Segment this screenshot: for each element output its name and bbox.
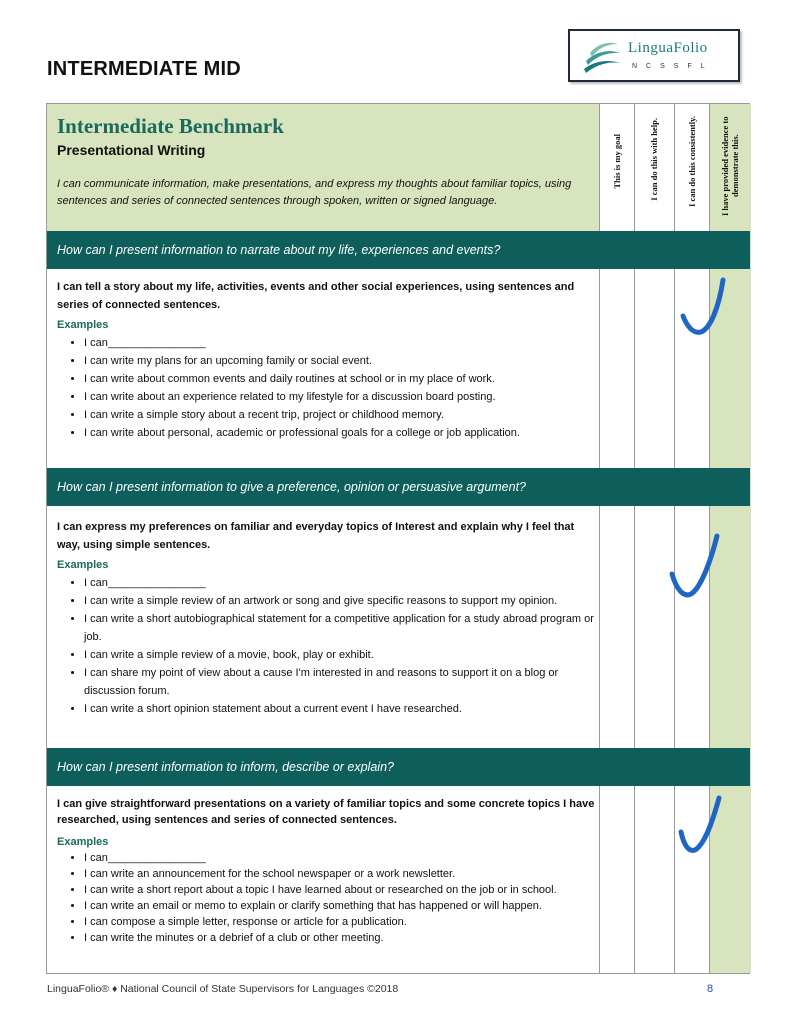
section-body xyxy=(57,518,595,718)
examples-label: Examples xyxy=(57,836,109,848)
examples-label: Examples xyxy=(57,319,109,331)
list-item: • I can write about personal, academic or professional goals for a college or job application. xyxy=(84,424,595,442)
column-label-goal: This is my goal xyxy=(612,134,622,189)
can-do-statement: I can tell a story about my life, activities, events and other social experiences, using sentences and series of connected sentences. xyxy=(57,281,575,311)
list-item: • I can write a simple review of a movie, book, play or exhibit. xyxy=(84,646,595,664)
examples-list xyxy=(57,850,595,946)
list-item: • I can write a short opinion statement about a current event I have researched. xyxy=(84,700,595,718)
list-item: • I can write about an experience related to my lifestyle for a discussion board posting. xyxy=(84,388,595,406)
checkmark-icon xyxy=(667,532,723,604)
section-question: How can I present information to narrate about my life, experiences and events? xyxy=(47,231,750,269)
benchmark-table xyxy=(46,103,750,974)
linguafolio-logo xyxy=(568,29,740,82)
section-body xyxy=(57,278,595,442)
can-do-statement: I can give straightforward presentations on a variety of familiar topics and some concrete topics I have researched, using sentences and series of connected sentences. xyxy=(57,798,595,826)
logo-name: LinguaFolio xyxy=(628,40,708,56)
list-item: • I can write a short report about a topic I have learned about or researched on the job or in school. xyxy=(84,882,595,898)
list-item: • I can write about common events and daily routines at school or in my place of work. xyxy=(84,370,595,388)
list-item: • I can write my plans for an upcoming family or social event. xyxy=(84,352,595,370)
linguafolio-leaf-icon xyxy=(582,39,622,77)
list-item: • I can compose a simple letter, response or article for a publication. xyxy=(84,914,595,930)
logo-subtitle: NCSSFL xyxy=(632,63,714,70)
list-item: • I can write an email or memo to explain or clarify something that has happened or will happen. xyxy=(84,898,595,914)
list-item: • I can write a simple review of an artwork or song and give specific reasons to support my opinion. xyxy=(84,592,595,610)
list-item: • I can write the minutes or a debrief of a club or other meeting. xyxy=(84,930,595,946)
benchmark-header xyxy=(47,104,599,231)
can-do-statement: I can express my preferences on familiar and everyday topics of Interest and explain why I feel that way, using simple sentences. xyxy=(57,521,575,551)
examples-label: Examples xyxy=(57,559,109,571)
page-title: INTERMEDIATE MID xyxy=(47,58,241,80)
section-body xyxy=(57,796,595,946)
list-item: • I can________________ xyxy=(84,574,595,592)
list-item: • I can share my point of view about a cause I'm interested in and reasons to support it on a blog or discussion forum. xyxy=(84,664,595,700)
examples-list xyxy=(57,334,595,442)
checkmark-icon xyxy=(677,794,727,858)
benchmark-title: Intermediate Benchmark xyxy=(57,114,284,138)
column-label-evidence: I have provided evidence to demonstrate this. xyxy=(720,116,740,216)
list-item: • I can write a short autobiographical statement for a competitive application for a study abroad program or job. xyxy=(84,610,595,646)
column-label-consistently: I can do this consistently. xyxy=(687,116,697,207)
list-item: • I can________________ xyxy=(84,850,595,866)
column-label-with-help: I can do this with help. xyxy=(649,118,659,201)
examples-list xyxy=(57,574,595,718)
section-question: How can I present information to inform, describe or explain? xyxy=(47,748,750,786)
list-item: • I can write a simple story about a recent trip, project or childhood memory. xyxy=(84,406,595,424)
page-number: 8 xyxy=(707,983,714,995)
benchmark-mode: Presentational Writing xyxy=(57,142,206,158)
section-question: How can I present information to give a preference, opinion or persuasive argument? xyxy=(47,468,750,506)
list-item: • I can write an announcement for the school newspaper or a work newsletter. xyxy=(84,866,595,882)
benchmark-description: I can communicate information, make presentations, and express my thoughts about familiar topics, using sentences and series of connected sentences through spoken, written or signed language. xyxy=(57,178,572,207)
checkmark-icon xyxy=(679,276,735,340)
page-footer: LinguaFolio® ♦ National Council of State Supervisors for Languages ©2018 xyxy=(47,983,399,995)
list-item: • I can________________ xyxy=(84,334,595,352)
